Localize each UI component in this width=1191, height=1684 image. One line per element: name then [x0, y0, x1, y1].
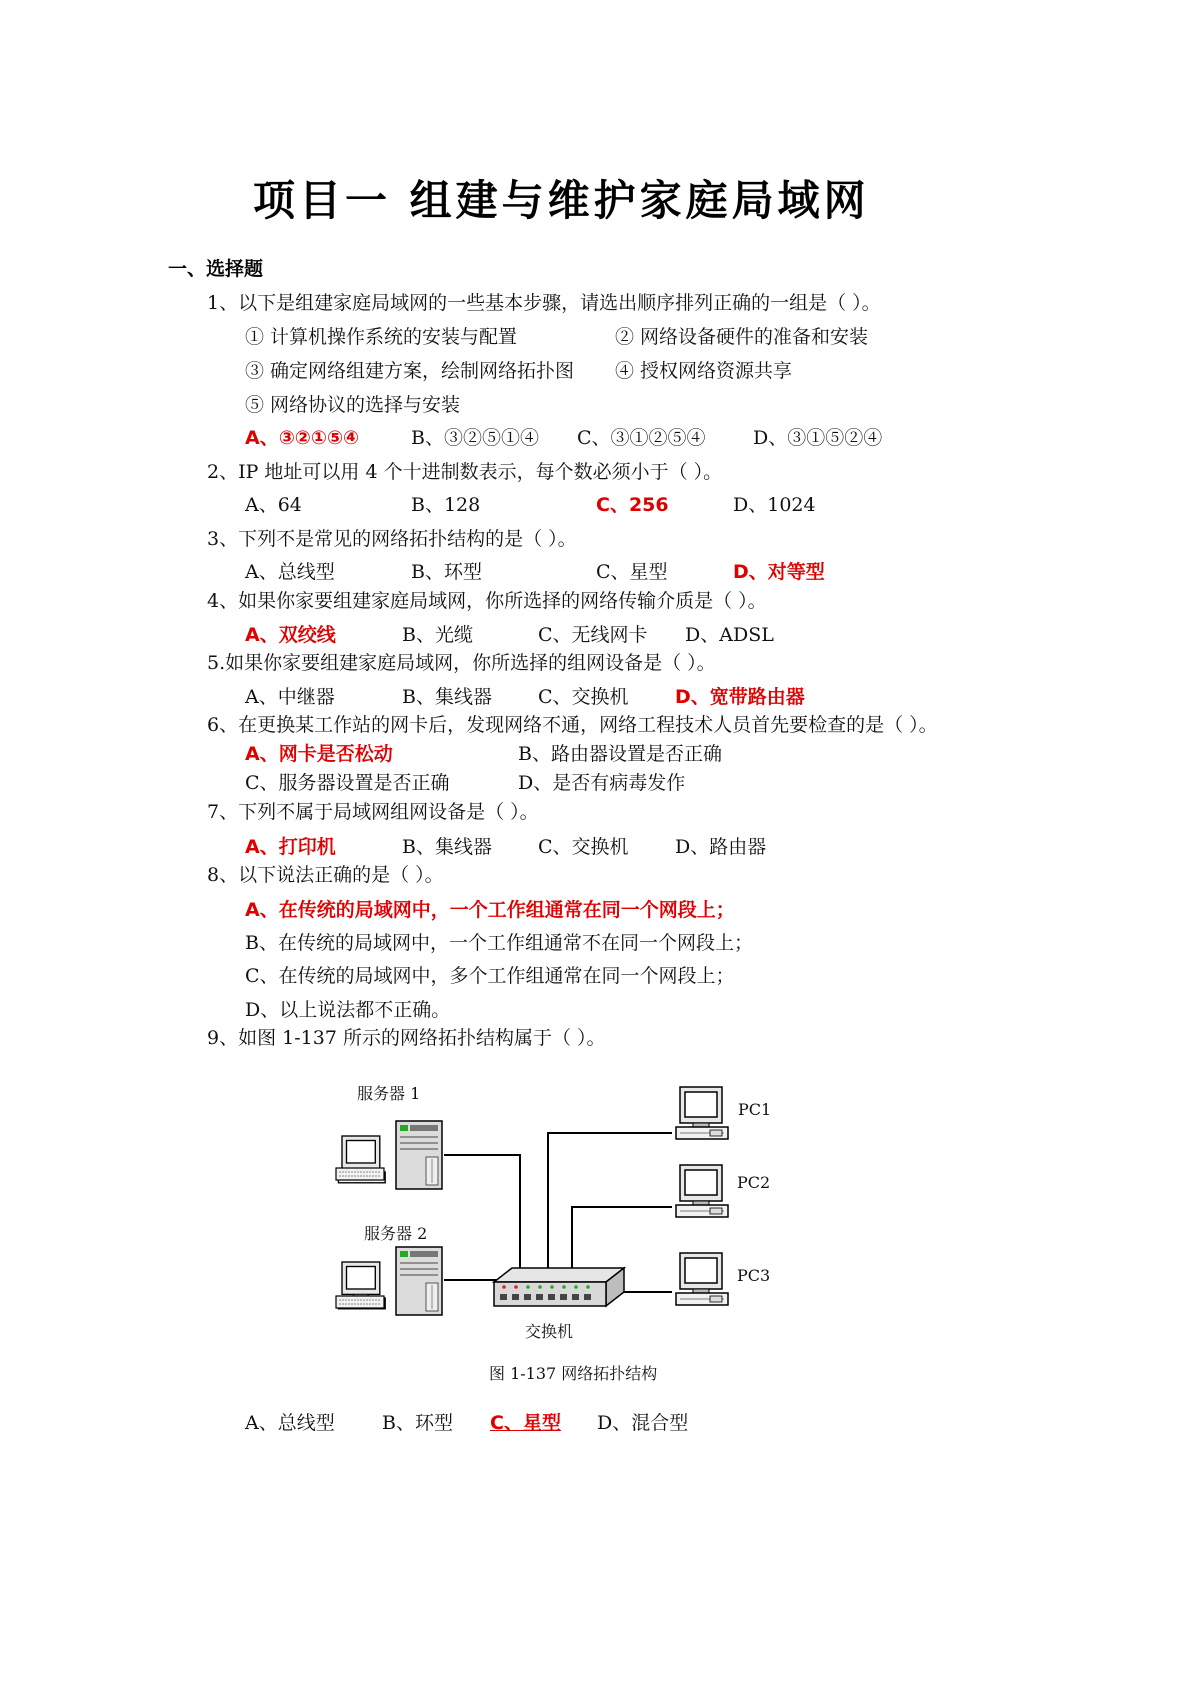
question-9: 9、如图 1-137 所示的网络拓扑结构属于（ ）。 [207, 1027, 606, 1049]
q4-option-c: C、无线网卡 [538, 624, 648, 646]
q5-option-b: B、集线器 [402, 686, 492, 708]
pc3-label: PC3 [737, 1266, 771, 1285]
server-1-label: 服务器 1 [357, 1084, 421, 1103]
question-2: 2、IP 地址可以用 4 个十进制数表示，每个数必须小于（ ）。 [207, 461, 723, 483]
q8-option-d: D、以上说法都不正确。 [245, 999, 451, 1021]
q1-option-c: C、③①②⑤④ [577, 427, 706, 449]
q1-option-d: D、③①⑤②④ [753, 427, 883, 449]
q1-step-2: ② 网络设备硬件的准备和安装 [615, 326, 869, 348]
q3-option-d-answer: D、对等型 [733, 561, 825, 583]
q5-option-d-answer: D、宽带路由器 [675, 686, 805, 708]
q1-option-b: B、③②⑤①④ [411, 427, 539, 449]
page-title: 项目一 组建与维护家庭局域网 [253, 176, 870, 225]
q9-option-a: A、总线型 [245, 1412, 335, 1434]
question-8: 8、以下说法正确的是（ ）。 [207, 864, 444, 886]
question-5: 5.如果你家要组建家庭局域网，你所选择的组网设备是（ ）。 [207, 652, 716, 674]
q3-option-b: B、环型 [411, 561, 482, 583]
q1-step-5: ⑤ 网络协议的选择与安装 [245, 394, 461, 416]
figure-caption: 图 1-137 网络拓扑结构 [489, 1364, 658, 1383]
q7-option-a-answer: A、打印机 [245, 836, 336, 858]
q1-option-a-answer: A、③②①⑤④ [245, 427, 360, 449]
q3-option-a: A、总线型 [245, 561, 335, 583]
q2-option-c-answer: C、256 [596, 494, 669, 516]
q9-option-d: D、混合型 [597, 1412, 689, 1434]
question-6: 6、在更换某工作站的网卡后，发现网络不通，网络工程技术人员首先要检查的是（ ）。 [207, 714, 938, 736]
q6-option-a-answer: A、网卡是否松动 [245, 743, 393, 765]
q3-option-c: C、星型 [596, 561, 668, 583]
question-4: 4、如果你家要组建家庭局域网，你所选择的网络传输介质是（ ）。 [207, 590, 767, 612]
q5-option-c: C、交换机 [538, 686, 629, 708]
q6-option-b: B、路由器设置是否正确 [518, 743, 722, 765]
question-3: 3、下列不是常见的网络拓扑结构的是（ ）。 [207, 528, 577, 550]
q8-option-b: B、在传统的局域网中，一个工作组通常不在同一个网段上； [245, 932, 753, 954]
pc2-label: PC2 [737, 1173, 771, 1192]
section-heading: 一、选择题 [168, 258, 264, 280]
q2-option-a: A、64 [245, 494, 302, 516]
switch-label: 交换机 [525, 1322, 574, 1341]
q1-step-4: ④ 授权网络资源共享 [615, 360, 793, 382]
pc1-label: PC1 [738, 1100, 772, 1119]
q4-option-a-answer: A、双绞线 [245, 624, 336, 646]
question-1: 1、以下是组建家庭局域网的一些基本步骤，请选出顺序排列正确的一组是（ ）。 [207, 292, 881, 314]
q2-option-b: B、128 [411, 494, 481, 516]
q8-option-a-answer: A、在传统的局域网中，一个工作组通常在同一个网段上； [245, 899, 735, 921]
q6-option-c: C、服务器设置是否正确 [245, 772, 450, 794]
q7-option-b: B、集线器 [402, 836, 492, 858]
q9-option-c-answer: C、星型 [490, 1412, 561, 1434]
q6-option-d: D、是否有病毒发作 [518, 772, 686, 794]
q9-option-b: B、环型 [382, 1412, 453, 1434]
q4-option-b: B、光缆 [402, 624, 473, 646]
q7-option-c: C、交换机 [538, 836, 629, 858]
q8-option-c: C、在传统的局域网中，多个工作组通常在同一个网段上； [245, 965, 735, 987]
question-7: 7、下列不属于局域网组网设备是（ ）。 [207, 801, 539, 823]
q7-option-d: D、路由器 [675, 836, 767, 858]
q1-step-3: ③ 确定网络组建方案，绘制网络拓扑图 [245, 360, 575, 382]
q5-option-a: A、中继器 [245, 686, 335, 708]
server-2-label: 服务器 2 [364, 1224, 428, 1243]
q4-option-d: D、ADSL [685, 624, 774, 646]
q2-option-d: D、1024 [733, 494, 816, 516]
q1-step-1: ① 计算机操作系统的安装与配置 [245, 326, 518, 348]
